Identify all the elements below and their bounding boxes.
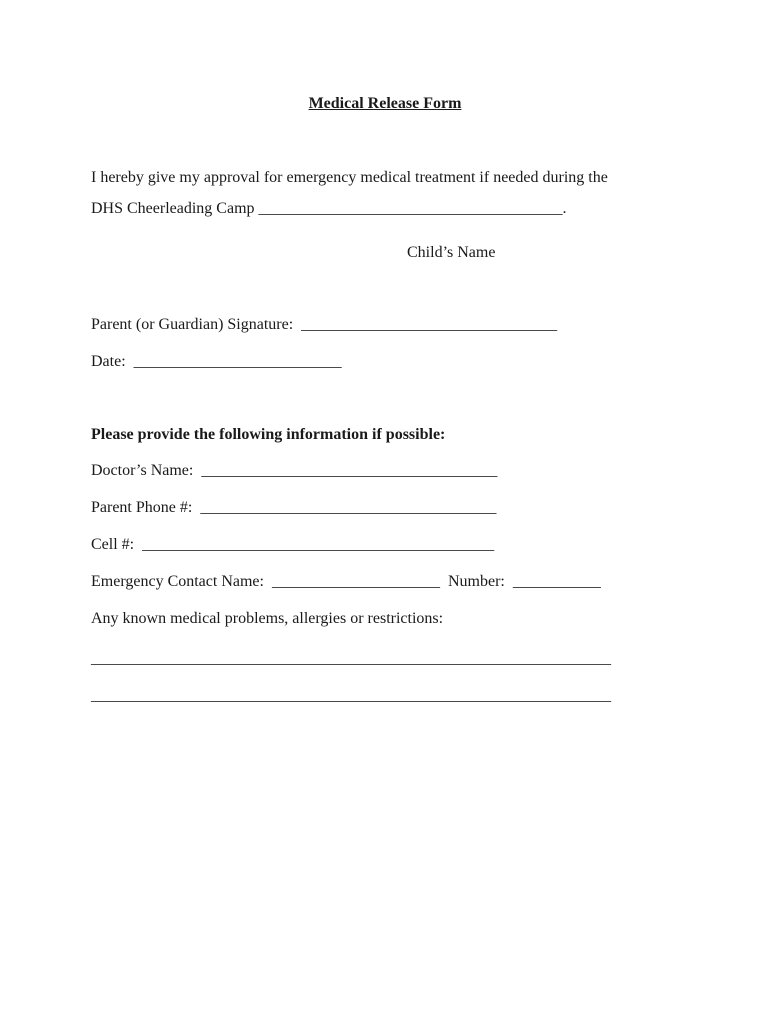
doctor-name-field[interactable]: _____________________________________ <box>201 462 498 479</box>
date-field[interactable]: __________________________ <box>133 353 342 370</box>
approval-statement-line-2 <box>91 199 567 219</box>
cell-row <box>91 535 494 555</box>
parent-phone-field[interactable]: _____________________________________ <box>200 499 497 516</box>
signature-field[interactable]: ________________________________ <box>301 316 558 333</box>
doctor-label: Doctor’s Name: <box>91 462 202 479</box>
child-name-field[interactable]: ______________________________________. <box>258 200 567 217</box>
medical-problems-field-2[interactable]: _________________________________________________________________ <box>91 687 611 704</box>
doctor-row <box>91 461 497 481</box>
form-title: Medical Release Form <box>308 95 462 112</box>
emergency-contact-row <box>91 572 601 592</box>
info-heading: Please provide the following information if possible: <box>91 426 446 443</box>
emergency-number-field[interactable]: ___________ <box>512 573 601 590</box>
signature-label: Parent (or Guardian) Signature: <box>91 316 302 333</box>
number-label: Number: <box>439 573 513 590</box>
date-label: Date: <box>91 353 134 370</box>
medical-problems-label: Any known medical problems, allergies or restrictions: <box>91 610 444 627</box>
medical-problems-field-1[interactable]: _________________________________________________________________ <box>91 650 611 667</box>
parent-phone-row <box>91 498 496 518</box>
emergency-contact-field[interactable]: _____________________ <box>271 573 440 590</box>
camp-label: DHS Cheerleading Camp <box>91 200 259 217</box>
approval-statement-line-1: I hereby give my approval for emergency medical treatment if needed during the <box>91 169 608 186</box>
cell-field[interactable]: ____________________________________________ <box>142 536 495 553</box>
emergency-contact-label: Emergency Contact Name: <box>91 573 272 590</box>
cell-label: Cell #: <box>91 536 143 553</box>
signature-row <box>91 315 557 335</box>
parent-phone-label: Parent Phone #: <box>91 499 201 516</box>
child-name-caption: Child’s Name <box>407 244 496 261</box>
date-row <box>91 352 342 372</box>
